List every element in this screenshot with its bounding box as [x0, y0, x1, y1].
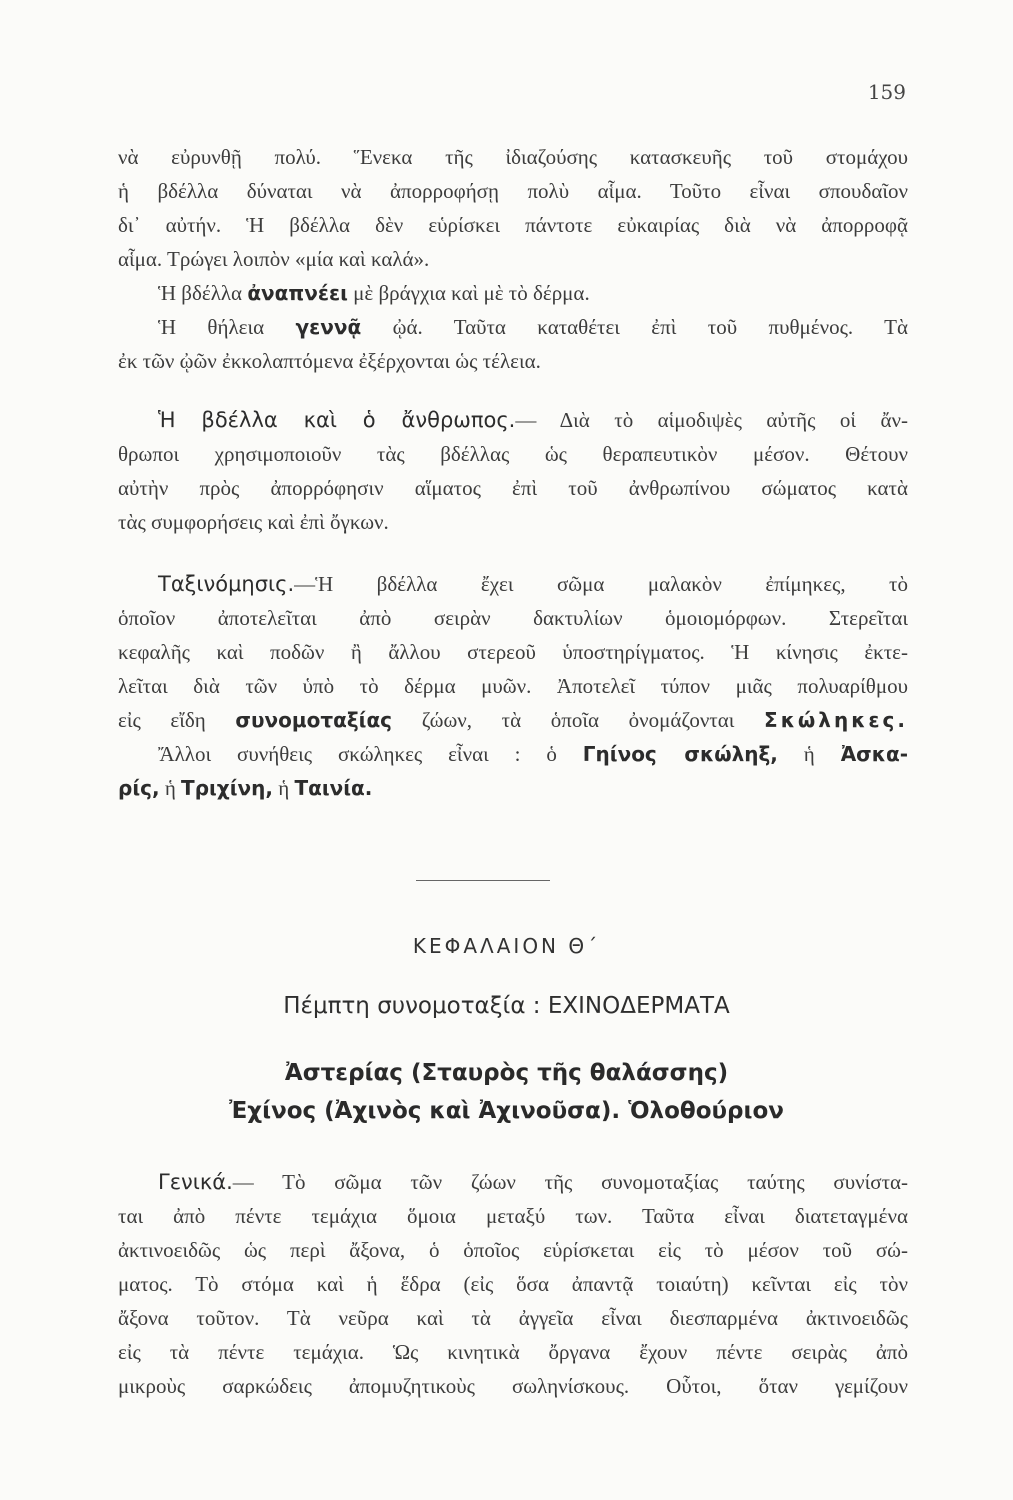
- paragraph-gap: [118, 378, 908, 403]
- text-line: μικροὺς σαρκώδεις ἀπομυζητικοὺς σωληνίσκους. Οὗτοι, ὅταν γεμίζουν: [118, 1374, 908, 1398]
- text-run: ᾠά. Ταῦτα καταθέτει ἐπὶ τοῦ πυθμένος. Τὰ: [361, 315, 908, 339]
- text-line: ἐκ τῶν ᾠῶν ἐκκολαπτόμενα ἐξέρχονται ὡς τέλεια.: [118, 349, 541, 373]
- bold-term: Ταινία.: [294, 776, 373, 800]
- paragraph-heading: Ἡ βδέλλα καὶ ὁ ἄνθρωπος.: [158, 408, 516, 432]
- text-line: [118, 737, 908, 771]
- text-line: εἰς τὰ πέντε τεμάχια. Ὡς κινητικὰ ὄργανα ἔχουν πέντε σειρὰς ἀπὸ: [118, 1340, 908, 1364]
- bold-term: Ἀσκα-: [840, 742, 908, 766]
- bold-term: Γηίνος σκώληξ,: [582, 742, 778, 766]
- text-run: ἡ: [272, 776, 295, 800]
- text-line: [118, 310, 908, 344]
- text-line: [118, 1165, 908, 1199]
- text-line: ἄξονα τοῦτον. Τὰ νεῦρα καὶ τὰ ἀγγεῖα εἶναι διεσπαρμένα ἀκτινοειδῶς: [118, 1306, 908, 1330]
- text-line: ἡ βδέλλα δύναται νὰ ἀπορροφήσῃ πολὺ αἷμα. Τοῦτο εἶναι σπουδαῖον: [118, 179, 908, 203]
- text-line: κεφαλῆς καὶ ποδῶν ἢ ἄλλου στερεοῦ ὑποστηρίγματος. Ἡ κίνησις ἐκτε-: [118, 640, 908, 664]
- text-run: ἡ: [159, 776, 182, 800]
- text-run: Ἡ βδέλλα: [158, 281, 248, 305]
- section-title: Πέμπτη συνομοταξία : ΕΧΙΝΟΔΕΡΜΑΤΑ: [283, 993, 730, 1019]
- text-line: ἀκτινοειδῶς ὡς περὶ ἄξονα, ὁ ὁποῖος εὑρίσκεται εἰς τὸ μέσον τοῦ σώ-: [118, 1238, 908, 1262]
- text-run: εἰς εἴδη: [118, 708, 236, 732]
- text-run: ἡ: [777, 742, 841, 766]
- text-run: —Ἡ βδέλλα ἔχει σῶμα μαλακὸν ἐπίμηκες, τὸ: [294, 572, 908, 596]
- text-body-lower: [118, 1165, 908, 1403]
- section-divider: [416, 880, 550, 881]
- text-run: ζώων, τὰ ὁποῖα ὀνομάζονται: [392, 708, 765, 732]
- text-run: Ἡ θήλεια: [158, 315, 296, 339]
- subtitle-line: Ἀστερίας (Σταυρὸς τῆς θαλάσσης): [284, 1060, 729, 1086]
- text-line: αἷμα. Τρώγει λοιπὸν «μία καὶ καλά».: [118, 247, 430, 271]
- text-line: ται ἀπὸ πέντε τεμάχια ὅμοια μεταξύ των. Ταῦτα εἶναι διατεταγμένα: [118, 1204, 908, 1228]
- text-line: τὰς συμφορήσεις καὶ ἐπὶ ὄγκων.: [118, 510, 389, 534]
- text-line: ματος. Τὸ στόμα καὶ ἡ ἕδρα (εἰς ὅσα ἀπαντᾷ τοιαύτη) κεῖνται εἰς τὸν: [118, 1272, 908, 1296]
- bold-term: Τριχίνη,: [181, 776, 273, 800]
- text-line: αὐτὴν πρὸς ἀπορρόφησιν αἵματος ἐπὶ τοῦ ἀνθρωπίνου σώματος κατὰ: [118, 476, 908, 500]
- text-line: [118, 771, 908, 805]
- text-line: ὁποῖον ἀποτελεῖται ἀπὸ σειρὰν δακτυλίων ὁμοιομόρφων. Στερεῖται: [118, 606, 908, 630]
- bold-term: συνομοταξίας: [235, 708, 393, 732]
- text-line: [118, 703, 908, 737]
- subtitle-line: Ἐχίνος (Ἀχινὸς καὶ Ἀχινοῦσα). Ὁλοθούριον: [229, 1098, 784, 1124]
- spaced-term: Σκώληκες.: [764, 708, 908, 732]
- text-line: [118, 403, 908, 437]
- text-body-upper: [118, 140, 908, 805]
- text-run: μὲ βράγχια καὶ μὲ τὸ δέρμα.: [347, 281, 590, 305]
- paragraph-heading: Γενικά.: [158, 1170, 233, 1194]
- paragraph-gap: [118, 539, 908, 567]
- paragraph-heading: Ταξινόμησις.: [158, 572, 295, 596]
- chapter-heading: ΚΕΦΑΛΑΙΟΝ Θ΄: [412, 934, 601, 958]
- text-run: — Διὰ τὸ αἱμοδιψὲς αὐτῆς οἱ ἄν-: [515, 408, 908, 432]
- text-line: [118, 276, 908, 310]
- text-line: λεῖται διὰ τῶν ὑπὸ τὸ δέρμα μυῶν. Ἀποτελεῖ τύπον μιᾶς πολυαρίθμου: [118, 674, 908, 698]
- text-line: θρωποι χρησιμοποιοῦν τὰς βδέλλας ὡς θεραπευτικὸν μέσον. Θέτουν: [118, 442, 908, 466]
- bold-term: γεννᾷ: [295, 315, 362, 339]
- page-number: 159: [867, 80, 906, 104]
- text-line: νὰ εὐρυνθῇ πολύ. Ἕνεκα τῆς ἰδιαζούσης κατασκευῆς τοῦ στομάχου: [118, 145, 908, 169]
- bold-term: ἀναπνέει: [247, 281, 348, 305]
- text-line: [118, 567, 908, 601]
- bold-term: ρίς,: [118, 776, 160, 800]
- text-run: Ἄλλοι συνήθεις σκώληκες εἶναι : ὁ: [158, 742, 583, 766]
- text-run: — Τὸ σῶμα τῶν ζώων τῆς συνομοταξίας ταύτης συνίστα-: [232, 1170, 908, 1194]
- text-line: δι᾽ αὐτήν. Ἡ βδέλλα δὲν εὑρίσκει πάντοτε εὐκαιρίας διὰ νὰ ἀπορροφᾷ: [118, 213, 908, 237]
